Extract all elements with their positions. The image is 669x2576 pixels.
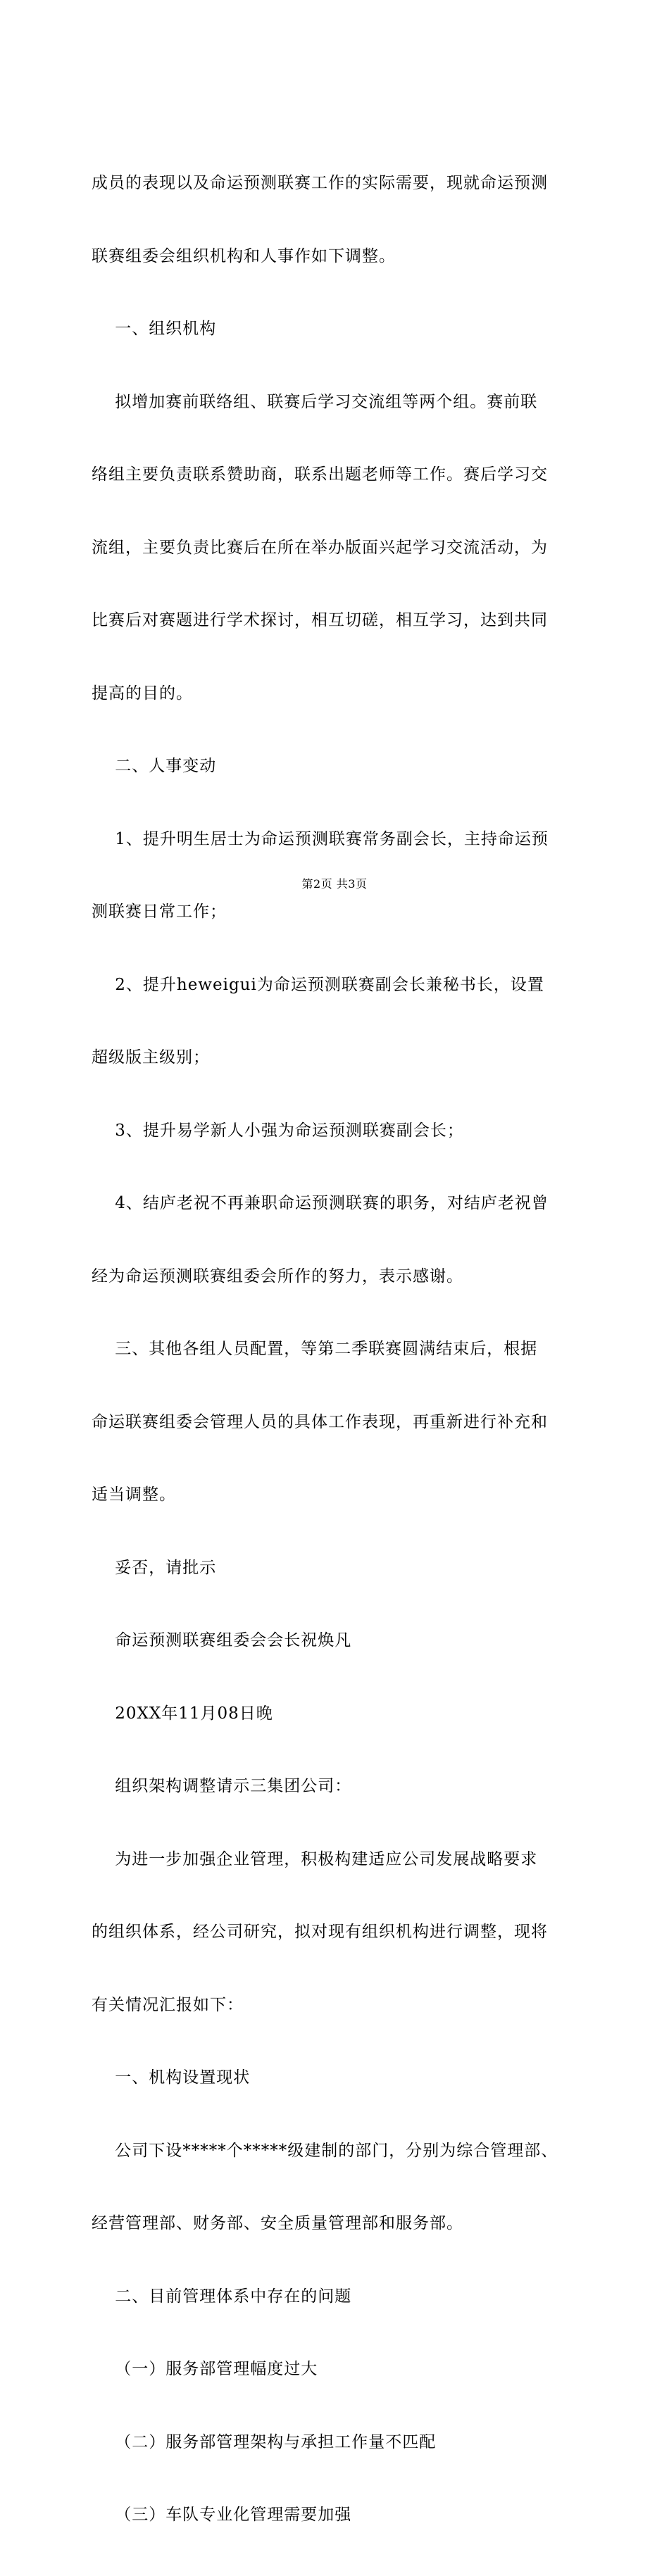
text-line: 络组主要负责联系赞助商，联系出题老师等工作。赛后学习交: [92, 465, 548, 484]
document-title: 组织架构调整请示三集团公司：: [92, 1777, 352, 1795]
text-line: 4、结庐老祝不再兼职命运预测联赛的职务，对结庐老祝曾: [92, 1194, 549, 1212]
document-body: [92, 122, 599, 2576]
text-line: 经营管理部、财务部、安全质量管理部和服务部。: [92, 2214, 463, 2232]
list-item: （二）服务部管理架构与承担工作量不匹配: [92, 2432, 437, 2451]
section-heading: 二、目前管理体系中存在的问题: [92, 2287, 352, 2306]
text-line: 比赛后对赛题进行学术探讨，相互切磋，相互学习，达到共同: [92, 611, 548, 629]
text-line: 命运联赛组委会管理人员的具体工作表现，再重新进行补充和: [92, 1412, 548, 1431]
list-item: （一）服务部管理幅度过大: [92, 2360, 318, 2378]
text-line: 拟增加赛前联络组、联赛后学习交流组等两个组。赛前联: [92, 392, 538, 411]
text-line: 成员的表现以及命运预测联赛工作的实际需要，现就命运预测: [92, 174, 548, 192]
text-line: 有关情况汇报如下：: [92, 1995, 244, 2014]
text-line: 提高的目的。: [92, 684, 193, 703]
text-line: 公司下设*****个*****级建制的部门，分别为综合管理部、: [92, 2141, 558, 2160]
text-line: 3、提升易学新人小强为命运预测联赛副会长；: [92, 1121, 464, 1140]
section-heading: 二、人事变动: [92, 757, 217, 775]
page-number-footer: 第2页 共3页: [301, 877, 368, 891]
section-heading: 一、组织机构: [92, 320, 217, 338]
text-line: 经为命运预测联赛组委会所作的努力，表示感谢。: [92, 1267, 463, 1286]
text-line: 2、提升heweigui为命运预测联赛副会长兼秘书长，设置: [92, 975, 544, 994]
text-line: 适当调整。: [92, 1485, 176, 1504]
text-line: 三、其他各组人员配置，等第二季联赛圆满结束后，根据: [92, 1340, 538, 1358]
text-line: 联赛组委会组织机构和人事作如下调整。: [92, 246, 396, 265]
section-heading: 一、机构设置现状: [92, 2068, 251, 2087]
signature-line: 命运预测联赛组委会会长祝焕凡: [92, 1631, 352, 1650]
text-line: 的组织体系，经公司研究，拟对现有组织机构进行调整，现将: [92, 1923, 548, 1941]
text-line: 测联赛日常工作；: [92, 903, 227, 921]
text-line: 为进一步加强企业管理，积极构建适应公司发展战略要求: [92, 1849, 538, 1868]
date-line: 20XX年11月08日晚: [92, 1704, 273, 1723]
text-line: 妥否，请批示: [92, 1558, 217, 1577]
text-line: 1、提升明生居士为命运预测联赛常务副会长，主持命运预: [92, 829, 549, 848]
text-line: 流组，主要负责比赛后在所在举办版面兴起学习交流活动，为: [92, 538, 548, 557]
text-line: 超级版主级别；: [92, 1048, 210, 1067]
list-item: （三）车队专业化管理需要加强: [92, 2506, 352, 2524]
